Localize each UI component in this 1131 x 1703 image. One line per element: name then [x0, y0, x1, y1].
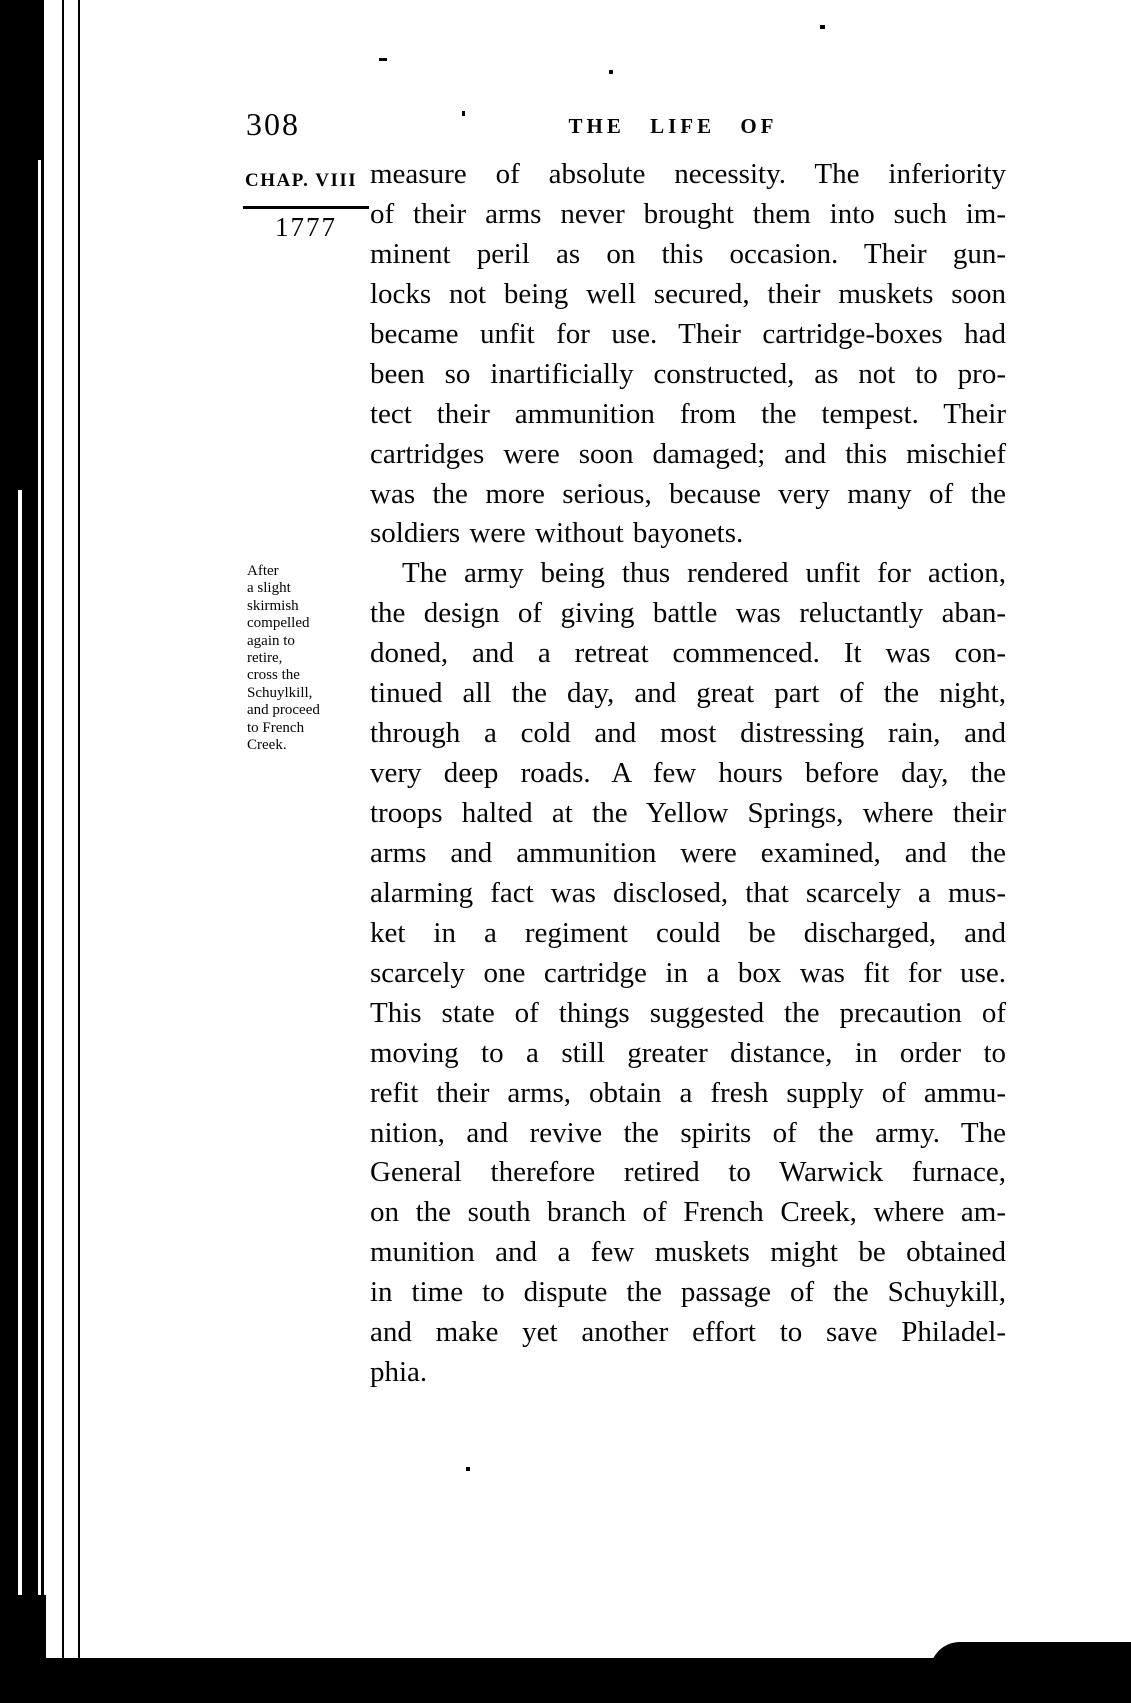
body-line: locks not being well secured, their muskets soon: [370, 277, 1006, 310]
body-line: became unfit for use. Their cartridge-boxes had: [370, 317, 1006, 350]
chapter-heading: CHAP. VIII: [245, 170, 358, 191]
margin-note-line: Creek.: [247, 737, 287, 754]
body-line: arms and ammunition were examined, and the: [370, 836, 1006, 869]
margin-note-line: compelled: [247, 615, 310, 632]
body-line: been so inartificially constructed, as not to pro-: [370, 357, 1006, 390]
body-line: refit their arms, obtain a fresh supply of ammu-: [370, 1076, 1006, 1109]
body-line: scarcely one cartridge in a box was fit for use.: [370, 956, 1006, 989]
margin-note-line: cross the: [247, 667, 300, 684]
body-text: [370, 155, 1006, 1393]
body-line: measure of absolute necessity. The inferiority: [370, 158, 1006, 190]
body-line: General therefore retired to Warwick furnace,: [370, 1156, 1006, 1189]
body-line: in time to dispute the passage of the Schuykill,: [370, 1276, 1006, 1309]
margin-note-line: a slight: [247, 580, 291, 597]
body-line: and make yet another effort to save Philadel-: [370, 1316, 1006, 1349]
body-line: phia.: [370, 1356, 428, 1389]
body-line: on the south branch of French Creek, where am-: [370, 1196, 1006, 1229]
margin-note: [247, 563, 379, 754]
body-line: doned, and a retreat commenced. It was con-: [370, 637, 1006, 670]
page-number: 308: [246, 106, 300, 142]
scan-speck: [466, 1467, 470, 1471]
scan-blob-top-left: [0, 0, 44, 160]
body-line: was the more serious, because very many of the: [370, 477, 1006, 510]
scan-gutter-line: [62, 0, 64, 1703]
body-line: soldiers were without bayonets.: [370, 517, 744, 550]
body-line: This state of things suggested the precaution of: [370, 996, 1006, 1029]
body-line: ket in a regiment could be discharged, and: [370, 916, 1006, 949]
scan-blob-top-left: [0, 160, 38, 490]
body-line: tect their ammunition from the tempest. Their: [370, 397, 1006, 430]
scan-speck: [379, 58, 387, 61]
body-line: of their arms never brought them into such im-: [370, 197, 1006, 230]
margin-note-line: retire,: [247, 650, 283, 667]
scan-band-bottom: [0, 1658, 1131, 1703]
body-line: tinued all the day, and great part of the night,: [370, 677, 1006, 710]
scan-speck: [609, 70, 613, 74]
body-line: through a cold and most distressing rain, and: [370, 717, 1006, 750]
body-line: troops halted at the Yellow Springs, where their: [370, 797, 1006, 829]
body-line: cartridges were soon damaged; and this mischief: [370, 437, 1006, 470]
margin-note-line: and proceed: [247, 702, 320, 719]
body-line: moving to a still greater distance, in order to: [370, 1036, 1006, 1069]
year-label: 1777: [275, 212, 337, 242]
body-line: the design of giving battle was reluctantly aban-: [370, 597, 1006, 630]
margin-note-line: After: [247, 563, 279, 579]
paragraph: [370, 554, 1006, 1393]
body-line: very deep roads. A few hours before day, the: [370, 757, 1006, 790]
body-line: alarming fact was disclosed, that scarcely a mus-: [370, 876, 1006, 909]
margin-note-line: again to: [247, 632, 295, 649]
margin-note-line: Schuylkill,: [247, 684, 313, 701]
paragraph: [370, 155, 1006, 554]
scan-speck: [820, 25, 825, 29]
margin-note-line: to French: [247, 719, 305, 736]
body-line: nition, and revive the spirits of the army. The: [370, 1116, 1006, 1149]
margin-note-line: skirmish: [247, 597, 299, 614]
body-line: munition and a few muskets might be obtained: [370, 1236, 1006, 1269]
body-line: minent peril as on this occasion. Their gun-: [370, 237, 1006, 270]
scan-gutter-line: [41, 0, 44, 1703]
chapter-rule: [243, 206, 369, 209]
body-line: The army being thus rendered unfit for action,: [402, 557, 1006, 590]
running-title: THE LIFE OF: [568, 114, 778, 138]
scan-gutter-line: [78, 0, 80, 1703]
